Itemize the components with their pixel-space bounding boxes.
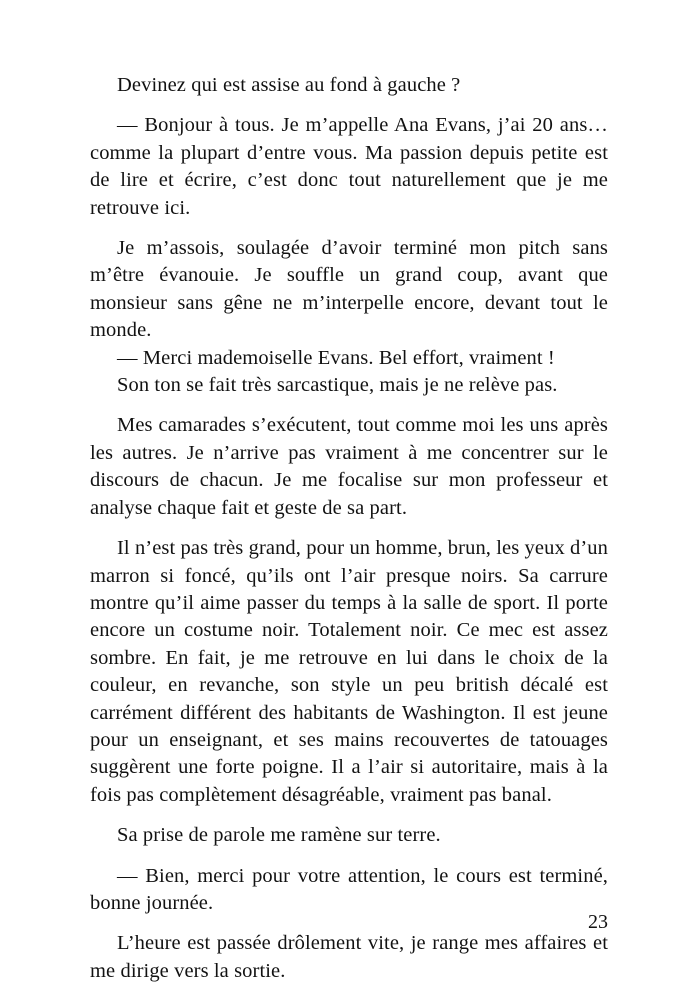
- paragraph-dialogue: — Bien, merci pour votre attention, le cours est terminé, bonne journée.: [90, 864, 608, 914]
- paragraph-narration: Mes camarades s’exécutent, tout comme moi les uns après les autres. Je n’arrive pas vraiment à me concentrer sur le discours de chacun. Je me focalise sur mon professeur et analyse chaque fait et geste de sa part.: [90, 414, 608, 519]
- paragraph-narration: Son ton se fait très sarcastique, mais je ne relève pas.: [117, 374, 558, 397]
- paragraph-narration: Il n’est pas très grand, pour un homme, brun, les yeux d’un marron si foncé, qu’ils ont l’air presque noirs. Sa carrure montre qu’il aime passer du temps à la salle de sport. Il porte encore un costume noir. Totalement noir. Ce mec est assez sombre. En fait, je me retrouve en lui dans le choix de la couleur, en revanche, son style un peu british décalé est carrément différent des habitants de Washington. Il est jeune pour un enseignant, et ses mains recouvertes de tatouages suggèrent une forte poigne. Il a l’air si autoritaire, mais à la fois pas complètement désagréable, vraiment pas banal.: [90, 537, 608, 806]
- paragraph-dialogue: — Bonjour à tous. Je m’appelle Ana Evans, j’ai 20 ans… comme la plupart d’entre vous. Ma passion depuis petite est de lire et écrire, c’est donc tout naturellement que je me retrouve ici.: [90, 114, 608, 219]
- paragraph-dialogue: — Merci mademoiselle Evans. Bel effort, vraiment !: [117, 346, 555, 369]
- paragraph-narration: Devinez qui est assise au fond à gauche ?: [117, 74, 461, 96]
- page-number: 23: [588, 911, 608, 933]
- paragraph-narration: Sa prise de parole me ramène sur terre.: [117, 824, 441, 847]
- body-text: [90, 72, 608, 985]
- paragraph-narration: Je m’assois, soulagée d’avoir terminé mon pitch sans m’être évanouie. Je souffle un grand coup, avant que monsieur sans gêne ne m’interpelle encore, devant tout le monde.: [90, 237, 608, 342]
- paragraph-narration: L’heure est passée drôlement vite, je range mes affaires et me dirige vers la sortie.: [90, 932, 608, 982]
